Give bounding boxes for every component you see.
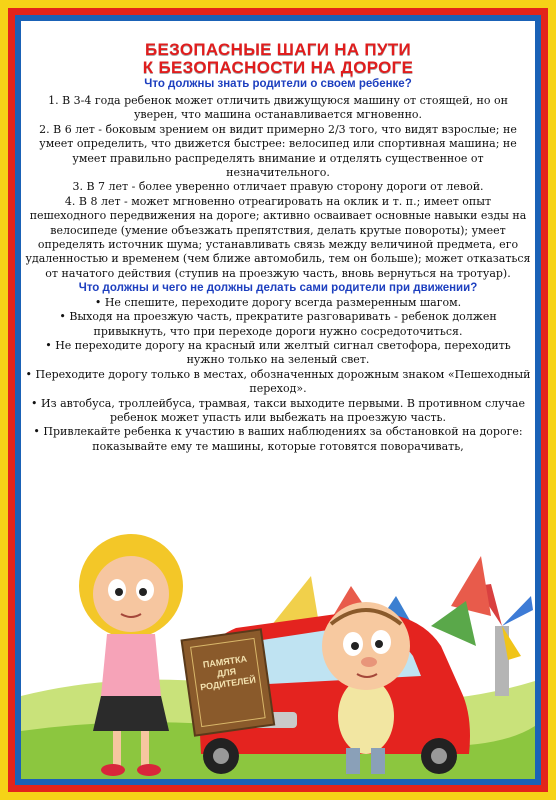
question-1: Что должны знать родители о своем ребенке? <box>144 78 412 90</box>
book-label: ПАМЯТКА ДЛЯ РОДИТЕЛЕЙ <box>199 653 257 693</box>
title-line-2: К БЕЗОПАСНОСТИ НА ДОРОГЕ <box>142 58 414 77</box>
fact-1: 1. В 3-4 года ребенок может отличить движущуюся машину от стоящей, но он уверен, что машина останавливается мгновенно. <box>48 94 508 122</box>
fact-3: 3. В 7 лет - более уверенно отличает правую сторону дороги от левой. <box>72 180 484 194</box>
fact-4: 4. В 8 лет - может мгновенно отреагировать на оклик и т. п.; имеет опыт пешеходного передвижения на дороге; активно осваивает основные навыки езды на велосипеде (умение объезжать препятствия, делать крутые повороты); умеет определять источник шума; устанавливать связь между величиной предмета, его удаленностью и временем (чем ближе автомобиль, тем он больше); может отказаться от начатого действия (ступив на проезжую часть, вновь вернуться на тротуар). <box>25 194 531 280</box>
rule-2: • Выходя на проезжую часть, прекратите разговаривать - ребенок должен привыкнуть, что при переходе дороги нужно сосредоточиться. <box>59 310 497 338</box>
poster-title <box>21 41 535 77</box>
rule-5: • Из автобуса, троллейбуса, трамвая, такси выходите первыми. В противном случае ребенок может упасть или выбежать на проезжую часть. <box>31 396 525 424</box>
question-2: Что должны и чего не должны делать сами родители при движении? <box>78 282 478 295</box>
poster-content <box>21 21 535 779</box>
fact-2: 2. В 6 лет - боковым зрением он видит примерно 2/3 того, что видят взрослые; не умеет определить, что движется быстрее: велосипед или спортивная машина; не умеет правильно распределять внимание и отделять существенное от незначительного. <box>39 122 517 180</box>
rule-6: • Привлекайте ребенка к участию в ваших наблюдениях за обстановкой на дороге: показывайте ему те машины, которые готовятся поворачивать, <box>33 425 523 453</box>
rule-1: • Не спешите, переходите дорогу всегда размеренным шагом. <box>94 295 462 309</box>
title-line-1: БЕЗОПАСНЫЕ ШАГИ НА ПУТИ <box>144 40 412 59</box>
rule-3: • Не переходите дорогу на красный или желтый сигнал светофора, переходить нужно только на зеленый свет. <box>45 338 511 367</box>
book-icon <box>182 629 275 735</box>
poster-text <box>25 94 531 454</box>
illustration-scene <box>21 516 535 779</box>
rule-4: • Переходите дорогу только в местах, обозначенных дорожным знаком «Пешеходный переход». <box>25 367 531 396</box>
